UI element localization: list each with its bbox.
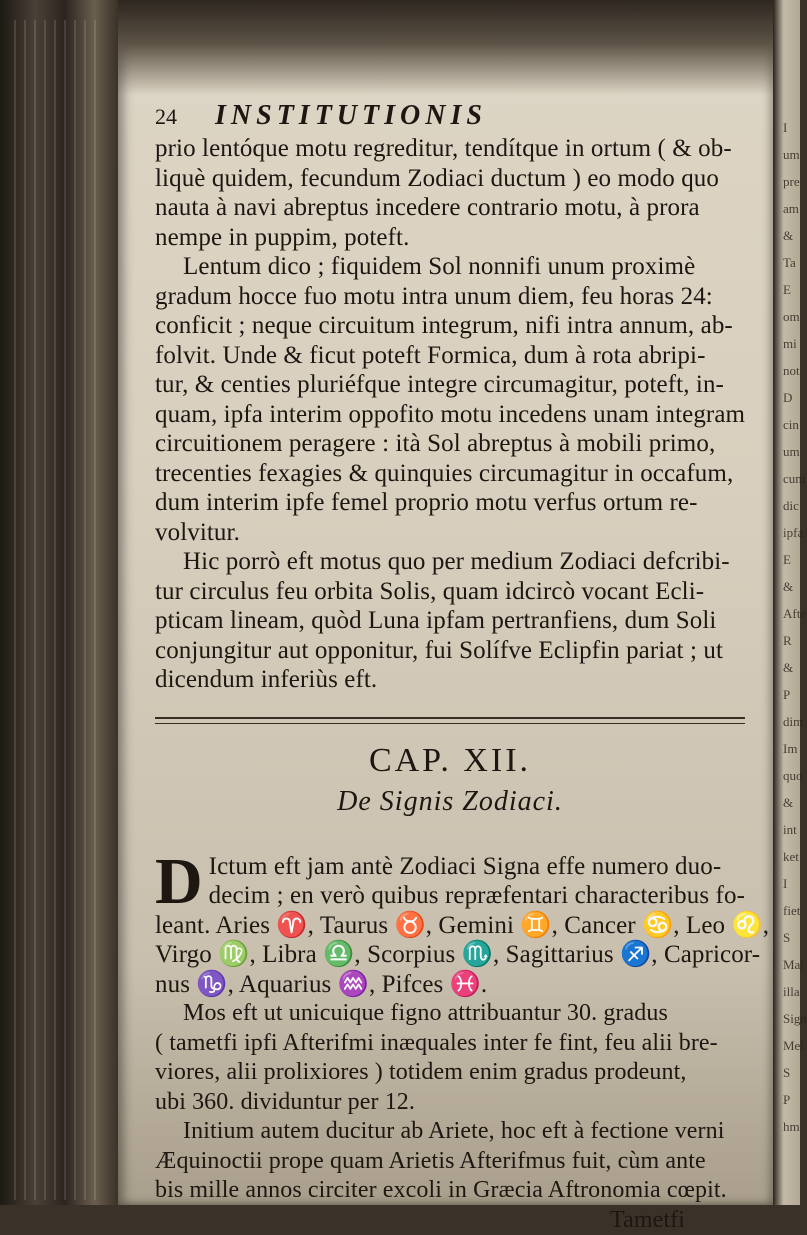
text-line: gradum hocce fuo motu intra unum diem, feu horas 24: <box>155 282 745 312</box>
paragraph-3 <box>155 547 745 695</box>
text-line: Virgo ♍, Libra ♎, Scorpius ♏, Sagittarius ♐, Capricor- <box>155 940 745 970</box>
edge-text-fragment: I <box>783 876 787 892</box>
text-line: ( tametfi ipfi Afterifmi inæquales inter fe fint, feu alii bre- <box>155 1029 745 1059</box>
page-top-shadow <box>118 0 773 95</box>
text-line: nus ♑, Aquarius ♒, Pifces ♓. <box>155 970 745 1000</box>
text-line: folvit. Unde & ficut poteft Formica, dum à rota abripi- <box>155 341 745 371</box>
edge-text-fragment: om <box>783 309 800 325</box>
edge-text-fragment: Sign <box>783 1011 807 1027</box>
text-line: viores, alii prolixiores ) totidem enim gradus prodeunt, <box>155 1058 745 1088</box>
text-line: Mos eft ut unicuique figno attribuantur 30. gradus <box>155 999 745 1029</box>
edge-text-fragment: E <box>783 282 791 298</box>
paragraph-4 <box>155 852 745 1000</box>
edge-text-fragment: R <box>783 633 792 649</box>
text-line: nempe in puppim, poteft. <box>155 223 745 253</box>
edge-text-fragment: dic <box>783 498 799 514</box>
text-line: liquè quidem, fecundum Zodiaci ductum ) eo modo quo <box>155 164 745 194</box>
text-line: prio lentóque motu regreditur, tendítque in ortum ( & ob- <box>155 134 745 164</box>
text-line: Hic porrò eft motus quo per medium Zodiaci defcribi- <box>155 547 745 577</box>
edge-text-fragment: pre <box>783 174 800 190</box>
edge-text-fragment: & <box>783 795 793 811</box>
text-line: conjungitur aut opponitur, fui Solífve Eclipfin pariat ; ut <box>155 636 745 666</box>
edge-text-fragment: S <box>783 1065 790 1081</box>
edge-text-fragment: P <box>783 1092 790 1108</box>
section-rule <box>155 717 745 724</box>
paragraph-6 <box>155 1117 745 1235</box>
running-title: INSTITUTIONIS <box>215 100 487 132</box>
edge-text-fragment: Afte <box>783 606 806 622</box>
paragraph-1 <box>155 134 745 252</box>
edge-text-fragment: cin <box>783 417 799 433</box>
binding-texture <box>14 20 104 1200</box>
edge-text-fragment: fiet <box>783 903 800 919</box>
page-number: 24 <box>155 104 215 130</box>
edge-text-fragment: ipfa <box>783 525 803 541</box>
edge-text-fragment: am <box>783 201 799 217</box>
edge-text-fragment: S <box>783 930 790 946</box>
edge-text-fragment: quo <box>783 768 803 784</box>
text-line: ubi 360. dividuntur per 12. <box>155 1088 745 1118</box>
text-line: dum interim ipfe femel proprio motu verfus ortum re- <box>155 488 745 518</box>
text-line: quam, ipfa interim oppofito motu incedens unam integram <box>155 400 745 430</box>
edge-text-fragment: P <box>783 687 790 703</box>
text-line: Lentum dico ; fiquidem Sol nonnifi unum proximè <box>155 252 745 282</box>
text-line: conficit ; neque circuitum integrum, nifi intra annum, ab- <box>155 311 745 341</box>
text-line: nauta à navi abreptus incedere contrario motu, à prora <box>155 193 745 223</box>
drop-cap: D <box>155 854 203 910</box>
edge-text-fragment: mi <box>783 336 797 352</box>
edge-text-fragment: ket <box>783 849 799 865</box>
paragraph-5 <box>155 999 745 1117</box>
text-line: tur, & centies pluriéfque integre circumagitur, poteft, in- <box>155 370 745 400</box>
edge-text-fragment: cum <box>783 471 805 487</box>
edge-text-fragment: um <box>783 444 800 460</box>
edge-text-fragment: E <box>783 552 791 568</box>
catchword: Tametfi <box>155 1206 745 1235</box>
text-line: volvitur. <box>155 518 745 548</box>
text-line: decim ; en verò quibus repræfentari characteribus fo- <box>155 881 745 911</box>
chapter-title: CAP. XII. <box>155 742 745 780</box>
edge-text-fragment: & <box>783 579 793 595</box>
book-binding <box>0 0 118 1205</box>
edge-text-fragment: illa <box>783 984 800 1000</box>
edge-text-fragment: Maj <box>783 957 804 973</box>
text-line: tur circulus feu orbita Solis, quam idcircò vocant Ecli- <box>155 577 745 607</box>
edge-text-fragment: Ta <box>783 255 796 271</box>
edge-text-fragment: Im <box>783 741 797 757</box>
edge-text-fragment: hm <box>783 1119 800 1135</box>
edge-text-fragment: int <box>783 822 797 838</box>
text-line: bis mille annos circiter excoli in Græcia Aftronomia cœpit. <box>155 1176 745 1206</box>
text-line: pticam lineam, quòd Luna ipfam pertranfiens, dum Soli <box>155 606 745 636</box>
edge-text-fragment: I <box>783 120 787 136</box>
edge-text-fragment: not <box>783 363 800 379</box>
text-line: Initium autem ducitur ab Ariete, hoc eft à fectione verni <box>155 1117 745 1147</box>
paragraph-2 <box>155 252 745 547</box>
text-line: Ictum eft jam antè Zodiaci Signa effe numero duo- <box>155 852 745 882</box>
text-line: Æquinoctii prope quam Arietis Afterifmus fuit, cùm ante <box>155 1147 745 1177</box>
text-line: leant. Aries ♈, Taurus ♉, Gemini ♊, Cancer ♋, Leo ♌, <box>155 911 745 941</box>
text-line: dicendum inferiùs eft. <box>155 665 745 695</box>
edge-text-fragment: D <box>783 390 792 406</box>
text-line: circuitionem peragere : ità Sol abreptus à mobili primo, <box>155 429 745 459</box>
edge-text-fragment: Mel <box>783 1038 804 1054</box>
edge-text-fragment: & <box>783 660 793 676</box>
page-text <box>155 100 745 1235</box>
text-line: trecenties fexagies & quinquies circumagitur in occafum, <box>155 459 745 489</box>
page-header <box>155 100 745 134</box>
edge-text-fragment: dim <box>783 714 803 730</box>
next-page-edge <box>773 0 800 1205</box>
edge-text-fragment: um <box>783 147 800 163</box>
chapter-subtitle: De Signis Zodiaci. <box>155 786 745 818</box>
edge-text-fragment: & <box>783 228 793 244</box>
